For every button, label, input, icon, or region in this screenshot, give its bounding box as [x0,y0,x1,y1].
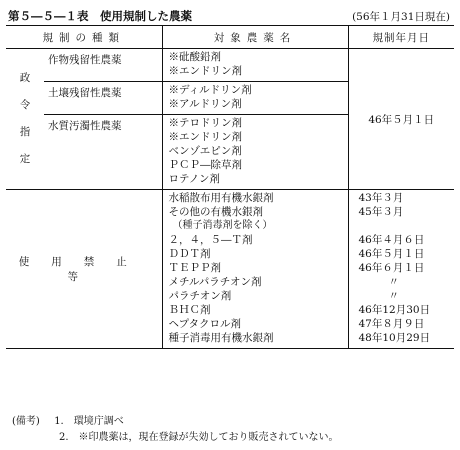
ban-date: 46年４月６日 [358,234,425,246]
note-1 [12,412,124,427]
header-type: 規制の種類 [6,26,162,49]
pesticide-list [162,115,348,190]
group-government-designation [6,49,44,190]
header-agent: 対象農薬名 [162,26,348,49]
ban-date: 〃 [388,276,399,288]
group-usage-ban [6,190,162,349]
ban-date: 47年８月９日 [358,318,425,330]
ban-date: 48年10月29日 [358,332,431,344]
pesticide-name: ２，４，５―Ｔ剤 [168,234,253,246]
pesticide-name: ※エンドリン剤 [168,131,242,143]
pesticide-name: ※砒酸鉛剤 [168,51,221,63]
pesticide-name: その他の有機水銀剤 [168,206,263,218]
pesticide-name: パラチオン剤 [168,290,232,302]
group-label: 政令指定 [19,72,31,165]
usage-ban-row [6,190,454,349]
pesticide-name: ※ディルドリン剤 [168,84,252,96]
category-name: 水質汚濁性農薬 [44,115,162,190]
pesticide-list [162,49,348,82]
header-date: 規制年月日 [348,26,454,49]
group-label: 使用禁止等 [18,256,149,283]
pesticide-name: ＢＨＣ剤 [168,304,211,316]
ban-date: 45年３月 [358,206,404,218]
pesticide-name: ※エンドリン剤 [168,65,242,77]
pesticide-name: ※アルドリン剤 [168,98,242,110]
pesticide-name: ベンゾエピン剤 [168,145,242,157]
pesticide-name: ＰＣＰ―除草剤 [168,159,242,171]
category-row [6,49,454,82]
category-name: 作物残留性農薬 [48,54,122,66]
date-spacer [359,219,455,233]
pesticide-note: （種子消毒剤を除く） [172,220,273,231]
pesticide-list [162,190,348,349]
ban-date: 46年５月１日 [358,248,425,260]
pesticide-name: 水稲散布用有機水銀剤 [168,192,274,204]
note-2 [59,428,339,443]
ban-date: 46年６月１日 [358,262,425,274]
pesticide-name: ＤＤＴ剤 [168,248,211,260]
note-prefix: (備考) [12,416,40,427]
ban-date: 43年３月 [358,192,404,204]
pesticide-name: メチルパラチオン剤 [168,276,262,288]
pesticide-name: ロテノン剤 [168,173,220,185]
as-of-date: (56年１月31日現在) [352,11,450,23]
pesticide-regulation-table [6,25,454,349]
note-item-2: 2. ※印農薬は，現在登録が失効しており販売されていない。 [59,432,339,443]
category-name: 土壌残留性農薬 [44,82,162,115]
pesticide-name: ヘプタクロル剤 [168,318,241,330]
ban-date: 〃 [388,290,399,302]
pesticide-name: 種子消毒用有機水銀剤 [168,332,274,344]
table-title: 第５―５―１表 使用規制した農薬 [8,9,192,23]
pesticide-list [162,82,348,115]
ban-date: 46年12月30日 [358,304,431,316]
note-item-1: 1. 環境庁調べ [54,416,124,427]
pesticide-name: ＴＥＰＰ剤 [168,262,221,274]
ban-dates [348,190,454,349]
pesticide-name: ※テロドリン剤 [168,117,242,129]
designation-date: 46年５月１日 [348,49,454,190]
